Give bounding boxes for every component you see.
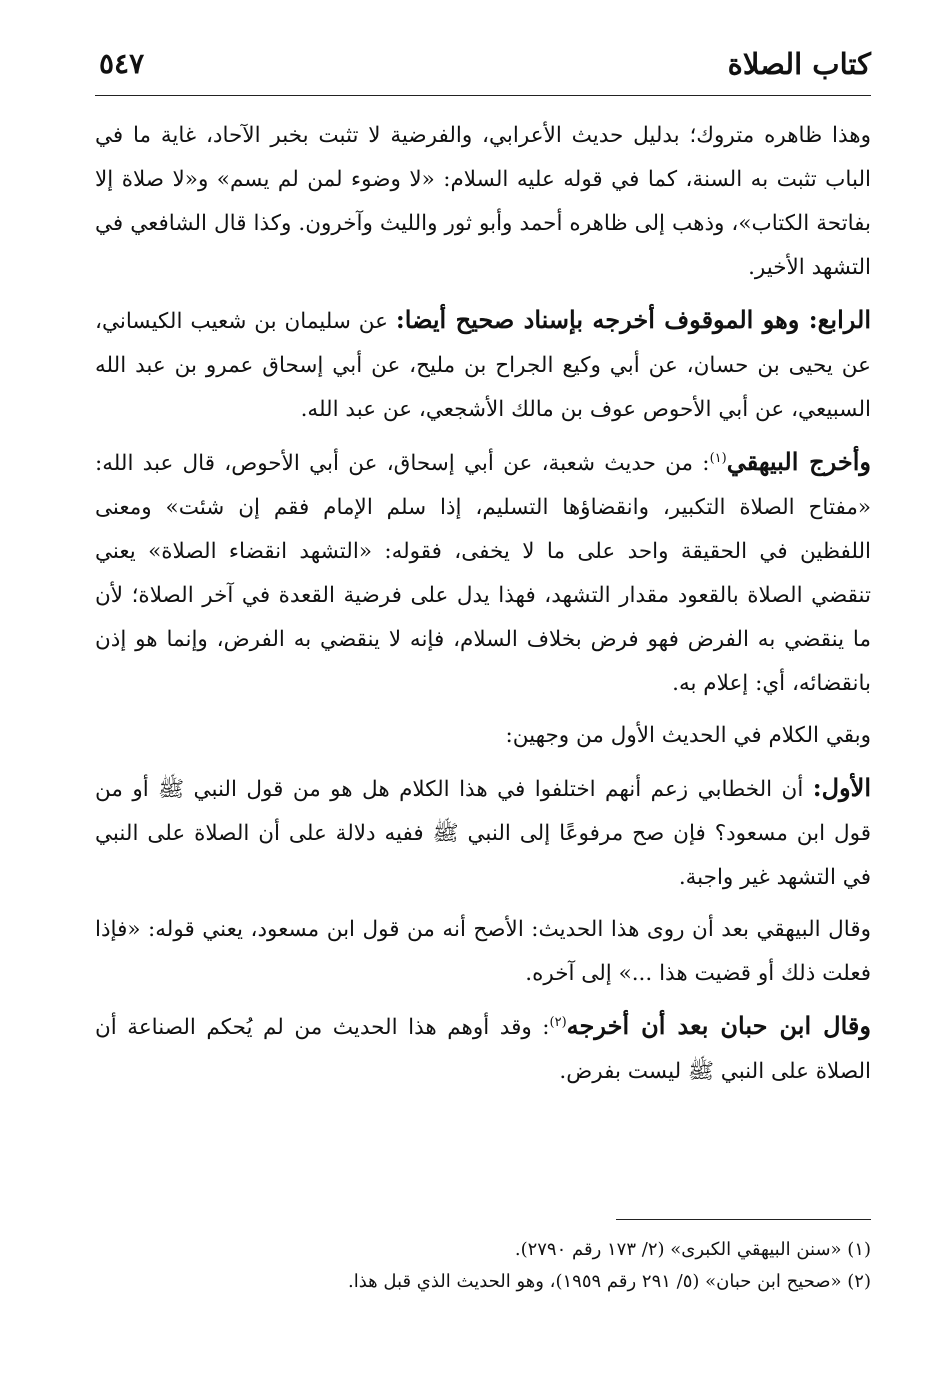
paragraph-text: : وقد أوهم هذا الحديث من لم يُحكم الصناعة أن الصلاة على النبي ﷺ ليست بفرض. bbox=[95, 1015, 871, 1084]
paragraph-text: أن الخطابي زعم أنهم اختلفوا في هذا الكلام هل هو من قول النبي ﷺ أو من قول ابن مسعود؟ فإن صح مرفوعًا إلى النبي ﷺ ففيه دلالة على أن الصلاة على النبي في التشهد غير واجبة. bbox=[95, 777, 871, 890]
paragraph-text: وهذا ظاهره متروك؛ بدليل حديث الأعرابي، والفرضية لا تثبت بخبر الآحاد، غاية ما في الباب تثبت به السنة، كما في قوله عليه السلام: «لا وضوء لمن لم يسم» و«لا صلاة إلا بفاتحة الكتاب»، وذهب إلى ظاهره أحمد وأبو ثور والليث وآخرون. وكذا قال الشافعي في التشهد الأخير. bbox=[95, 123, 871, 280]
paragraph-lead: وقال ابن حبان بعد أن أخرجه bbox=[566, 1011, 871, 1040]
paragraph bbox=[95, 114, 871, 290]
page-number: ٥٤٧ bbox=[99, 47, 145, 80]
paragraph bbox=[95, 766, 871, 900]
running-title: كتاب الصلاة bbox=[727, 47, 871, 81]
paragraph bbox=[95, 440, 871, 706]
book-page bbox=[95, 45, 871, 1345]
paragraph-lead: الأول: bbox=[812, 773, 871, 802]
paragraph-text: وبقي الكلام في الحديث الأول من وجهين: bbox=[505, 723, 871, 748]
paragraph bbox=[95, 298, 871, 432]
footnote: (٢) «صحيح ابن حبان» (٥/ ٢٩١ رقم ١٩٥٩)، وهو الحديث الذي قبل هذا. bbox=[348, 1271, 871, 1292]
footnote: (١) «سنن البيهقي الكبرى» (٢/ ١٧٣ رقم ٢٧٩٠). bbox=[514, 1239, 871, 1260]
paragraph bbox=[95, 908, 871, 996]
paragraph-text: عن سليمان بن شعيب الكيساني، عن يحيى بن حسان، عن أبي وكيع الجراح بن مليح، عن أبي إسحاق عمرو بن عبد الله السبيعي، عن أبي الأحوص عوف بن مالك الأشجعي، عن عبد الله. bbox=[95, 309, 871, 422]
footnote-divider bbox=[616, 1219, 871, 1220]
footnote-ref: (٢) bbox=[549, 1014, 567, 1030]
paragraph-lead: وأخرج البيهقي bbox=[726, 447, 871, 476]
paragraph-text: : من حديث شعبة، عن أبي إسحاق، عن أبي الأحوص، قال عبد الله: «مفتاح الصلاة التكبير، وانقضاؤها التسليم، إذا سلم الإمام فقم إن شئت» ومعنى اللفظين في الحقيقة واحد على ما لا يخفى، فقوله: «التشهد انقضاء الصلاة» يعني تنقضي الصلاة بالقعود مقدار التشهد، فهذا يدل على فرضية القعدة في آخر الصلاة؛ لأن ما ينقضي به الفرض فهو فرض بخلاف السلام، فإنه لا ينقضي به الفرض، وإنما هو إذن بانقضائه، أي: إعلام به. bbox=[95, 451, 871, 696]
paragraph-text: وقال البيهقي بعد أن روى هذا الحديث: الأصح أنه من قول ابن مسعود، يعني قوله: «فإذا فعلت ذلك أو قضيت هذا ...» إلى آخره. bbox=[95, 917, 871, 986]
page-header bbox=[95, 45, 871, 96]
main-text bbox=[95, 114, 871, 1094]
footnotes bbox=[95, 1219, 871, 1298]
paragraph bbox=[95, 1004, 871, 1094]
paragraph bbox=[95, 714, 871, 758]
paragraph-lead: الرابع: وهو الموقوف أخرجه بإسناد صحيح أيضا: bbox=[395, 305, 871, 334]
footnote-ref: (١) bbox=[709, 450, 727, 466]
